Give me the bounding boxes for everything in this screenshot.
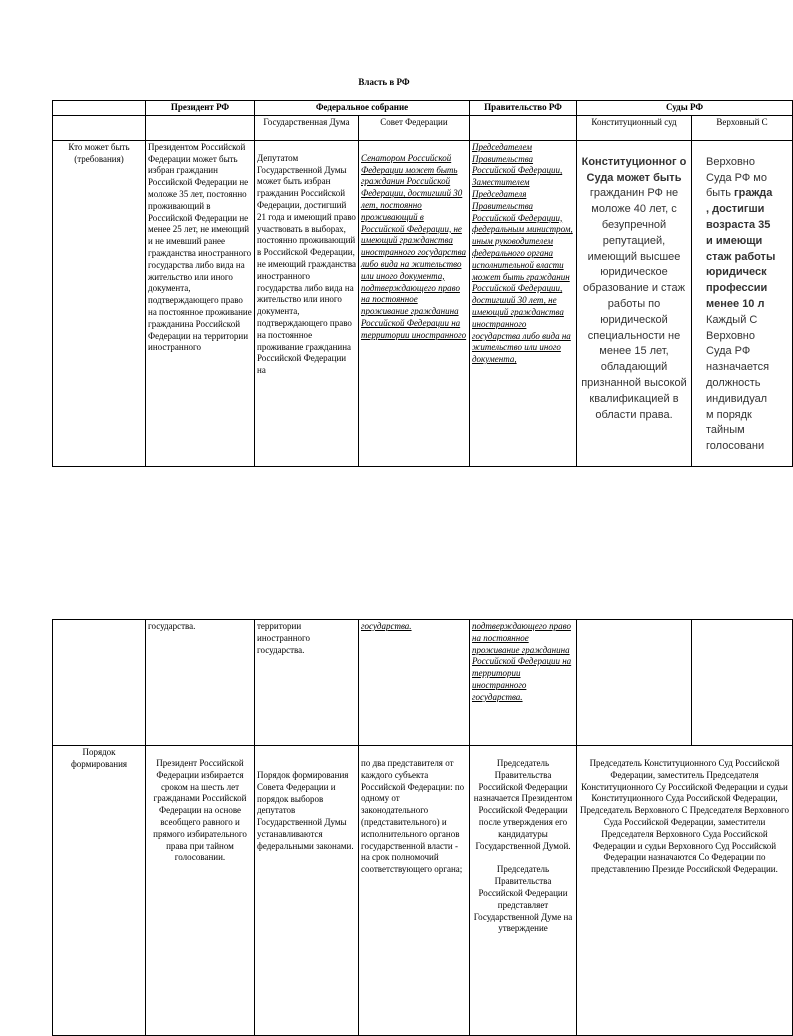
sc-line: профессии (706, 282, 768, 295)
sc-line: Каждый С (706, 313, 758, 326)
cell-government-formation (470, 746, 577, 1036)
cell-courts-formation: Председатель Конституционного Суд Российской Федерации, заместитель Председателя Конституционного Су Российской Федерации и судьи Конституционного Суда Российской Федерации, Председатель Верховного С Председателя Верховного Суда Российской Федерации, заместители Председателя Верховного Суда Российской Федерации и судьи Верховного Суд Российской Федерации назначаются Со Федерации по представлению Президе Российской Федерации. (577, 746, 793, 1036)
const-court-body: РФ не моложе 40 лет, с безупречной репутацией, имеющий высшее юридическое образование и стаж работы по юридической специальности не менее 15 лет, обладающий признанной высокой квалификацией в области права. (581, 187, 687, 421)
sc-line: и имеющи (706, 234, 763, 247)
cell-supreme-court-requirements (692, 140, 793, 466)
header-state-duma: Государственная Дума (255, 115, 359, 140)
empty-cell (692, 620, 793, 746)
sc-line: Верховно (706, 155, 755, 168)
empty-cell (53, 115, 146, 140)
page-title: Власть в РФ (358, 77, 410, 87)
sc-line: Верховно (706, 329, 755, 342)
sc-line: юридическ (706, 266, 767, 279)
sc-line: , достигши (706, 203, 765, 216)
empty-cell (470, 115, 577, 140)
cell-constitutional-court-requirements (577, 140, 692, 466)
cell-duma-requirements: Депутатом Государственной Думы может быть избран гражданин Российской Федерации, достигший 21 года и имеющий право участвовать в выборах, постоянно проживающий в Российской Федерации, не имеющий гражданства иностранного государства либо вида на жительство или иного документа, подтверждающего право на постоянное проживание гражданина Российской Федерации на (255, 140, 359, 466)
sc-line: быть (706, 187, 735, 200)
header-president: Президент РФ (146, 101, 255, 116)
power-table-part-1 (52, 100, 793, 467)
cell-president-formation: Президент Российской Федерации избирается сроком на шесть лет гражданами Российской Федерации на основе всеобщего равного и прямого избирательного права при тайном голосовании. (146, 746, 255, 1036)
const-court-may-be: может быть (616, 171, 682, 184)
cell-council-formation: по два представителя от каждого субъекта Российской Федерации: по одному от законодательного (представительного) и исполнительного органов государственной власти - на срок полномочий соответствующего органа; (359, 746, 470, 1036)
government-formation-p2: Председатель Правительства Российской Федерации представляет Государственной Думе на утверждение (473, 864, 573, 934)
empty-cell (577, 620, 692, 746)
row-label-requirements: Кто может быть (требования) (53, 140, 146, 466)
sc-line: возраста 35 (706, 218, 771, 231)
sc-line: назначается (706, 361, 770, 374)
sc-line: голосовани (706, 440, 765, 453)
const-court-title: Конституционног о Суда (581, 155, 687, 184)
header-federal-assembly: Федеральное собрание (255, 101, 470, 116)
sc-line: стаж работы (706, 250, 776, 263)
cell-president-requirements: Президентом Российской Федерации может быть избран гражданин Российской Федерации не моложе 35 лет, постоянно проживающий в Российской Федерации не менее 25 лет, не имеющий и не имевший ранее гражданства иностранного государства либо вида на жительство или иного документа, подтверждающего право на постоянное проживание гражданина Российской Федерации на территории иностранного (146, 140, 255, 466)
sc-line: менее 10 л (706, 297, 765, 310)
header-courts: Суды РФ (577, 101, 793, 116)
cell-president-requirements-cont: государства. (146, 620, 255, 746)
cell-duma-requirements-cont: территории иностранного государства. (255, 620, 359, 746)
row-label-formation: Порядок формирования (53, 746, 146, 1036)
sc-line: м порядк (706, 408, 752, 421)
sc-line: должность (706, 376, 761, 389)
const-court-citizen: гражданин (589, 187, 645, 200)
cell-government-requirements: Председателем Правительства Российской Федерации, Заместителем Председателя Правительства Российской Федерации, федеральным министром, иным руководителем федерального органа исполнительной власти может быть гражданин Российской Федерации, достигший 30 лет, не имеющий гражданства иностранного государства либо вида на жительство или иного документа, (470, 140, 577, 466)
sc-line: гражда (734, 187, 773, 200)
empty-cell (53, 620, 146, 746)
government-formation-p1: Председатель Правительства Российской Федерации назначается Президентом Российской Федерации после утверждения его кандидатуры Государственной Думой. (473, 758, 573, 851)
empty-cell (146, 115, 255, 140)
power-table-part-2 (52, 619, 793, 1036)
cell-government-requirements-cont: подтверждающего право на постоянное проживание гражданина Российской Федерации на территории иностранного государства. (470, 620, 577, 746)
sc-line: тайным (706, 424, 745, 437)
cell-council-requirements: Сенатором Российской Федерации может быть гражданин Российской Федерации, достигший 30 лет, постоянно проживающий в Российской Федерации, не имеющий гражданства иностранного государства либо вида на жительство или иного документа, подтверждающего право на постоянное проживание гражданина Российской Федерации на территории иностранного (359, 140, 470, 466)
header-federation-council: Совет Федерации (359, 115, 470, 140)
empty-corner-cell (53, 101, 146, 116)
header-government: Правительство РФ (470, 101, 577, 116)
sc-line: Суда РФ (706, 345, 751, 358)
header-supreme-court: Верховный С (692, 115, 793, 140)
header-constitutional-court: Конституционный суд (577, 115, 692, 140)
sc-line: Суда РФ мо (706, 171, 767, 184)
sc-line: индивидуал (706, 392, 768, 405)
cell-council-requirements-cont: государства. (359, 620, 470, 746)
cell-duma-formation: Порядок формирования Совета Федерации и порядок выборов депутатов Государственной Думы устанавливаются федеральными законами. (255, 746, 359, 1036)
